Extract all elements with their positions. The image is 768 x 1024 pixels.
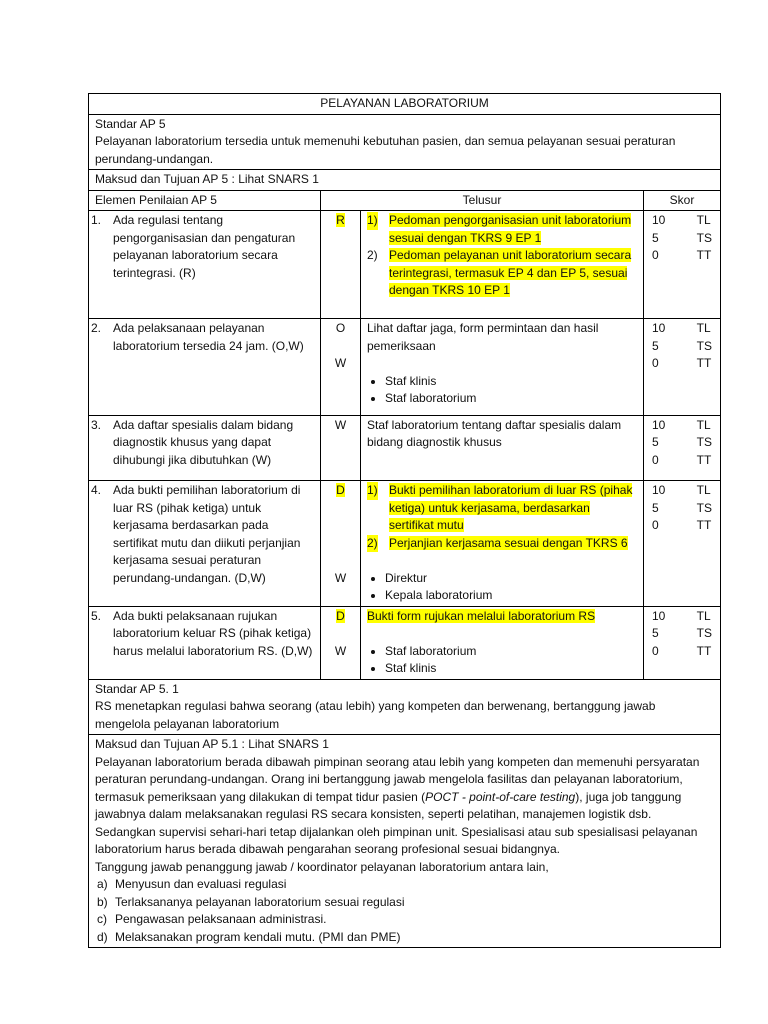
score-block: 10 5 0 TL TS TT [652, 483, 712, 532]
score-block: 10 5 0 TL TS TT [652, 321, 712, 370]
score-block: 10 5 0 TL TS TT [652, 213, 712, 262]
header-row [89, 190, 721, 211]
method-code: D [336, 483, 345, 497]
list-item: • Staf laboratorium [385, 643, 637, 661]
standard-ap51-row [89, 679, 721, 735]
method-code: O [335, 321, 346, 335]
list-item: c) Pengawasan pelaksanaan administrasi. [97, 912, 327, 926]
method-code: W [334, 417, 347, 432]
table-row: 1. Ada regulasi tentang pengorganisasian dan pengaturan pelayanan laboratorium secara terintegrasi. (R) R 1) Pedoman pengorganisasian unit laboratorium sesuai dengan TKRS 9 EP 1 2) Pedoman pelayanan unit laboratorium secara terintegrasi, termasuk EP 4 dan EP 5, sesuai dengan TKRS 10 EP 1 10 5 0 TL TS TT [89, 211, 721, 319]
list-item: a) Menyusun dan evaluasi regulasi [97, 877, 287, 891]
score-block: 10 5 0 TL TS TT [652, 608, 712, 658]
evidence-item: Bukti pemilihan laboratorium di luar RS (pihak ketiga) untuk kerjasama, berdasarkan sertifikat mutu [389, 483, 633, 532]
elemen-text: Ada regulasi tentang pengorganisasian dan pengaturan pelayanan laboratorium secara terintegrasi. (R) [113, 213, 296, 280]
header-elemen: Elemen Penilaian AP 5 [89, 190, 321, 211]
document-page [88, 93, 720, 948]
standard-ap5-text: Pelayanan laboratorium tersedia untuk memenuhi kebutuhan pasien, dan semua pelayanan sesuai peraturan perundang-undangan. [95, 134, 676, 166]
method-code: D [336, 608, 345, 623]
list-item: b) Terlaksananya pelayanan laboratorium sesuai regulasi [97, 894, 405, 909]
standard-ap51-text: RS menetapkan regulasi bahwa seorang (atau lebih) yang kompeten dan berwenang, bertanggung jawab mengelola pelayanan laboratorium [95, 699, 656, 731]
evidence-item: Perjanjian kerjasama sesuai dengan TKRS 6 [389, 535, 628, 550]
header-skor: Skor [644, 190, 721, 211]
list-item: • Staf laboratorium [385, 390, 637, 408]
assessment-table [88, 93, 721, 948]
table-row: 2. Ada pelaksanaan pelayanan laboratorium tersedia 24 jam. (O,W) O W Lihat daftar jaga, form permintaan dan hasil pemeriksaan • Staf klinis • Staf laboratorium 10 5 0 TL TS TT [89, 319, 721, 416]
list-item: d) Melaksanakan program kendali mutu. (PMI dan PME) [97, 929, 401, 944]
elemen-text: Ada bukti pelaksanaan rujukan laboratorium keluar RS (pihak ketiga) harus melalui laboratorium RS. (D,W) [113, 608, 313, 658]
maksud-ap51-p1: Pelayanan laboratorium berada dibawah pimpinan seorang atau lebih yang kompeten dan memenuhi persyaratan peraturan perundang-undangan. Orang ini bertanggung jawab mengelola fasilitas dan pelayanan laboratorium, termasuk pemeriksaan yang dilakukan di tempat tidur pasien (POCT - point-of-care testing), juga job tanggung jawabnya dalam melaksanakan regulasi RS secara konsisten, seperti pelatihan, manajemen logistik dsb. [95, 754, 700, 821]
elemen-text: Ada daftar spesialis dalam bidang diagnostik khusus yang dapat dihubungi jika dibutuhkan (W) [113, 417, 294, 467]
maksud-ap5-row [89, 170, 721, 191]
evidence-intro: Bukti form rujukan melalui laboratorium RS [367, 608, 596, 623]
method-code: W [334, 356, 347, 370]
list-item: • Kepala laboratorium [385, 587, 637, 605]
list-item: • Staf klinis [385, 660, 637, 678]
method-code: W [334, 570, 347, 585]
evidence-intro: Lihat daftar jaga, form permintaan dan hasil pemeriksaan [367, 321, 599, 353]
maksud-ap5-text: Maksud dan Tujuan AP 5 : Lihat SNARS 1 [89, 170, 721, 191]
score-block: 10 5 0 TL TS TT [652, 417, 712, 467]
list-item: • Direktur [385, 570, 637, 588]
evidence-item: Pedoman pelayanan unit laboratorium secara terintegrasi, termasuk EP 4 dan EP 5, sesuai dengan TKRS 10 EP 1 [389, 248, 632, 297]
elemen-text: Ada bukti pemilihan laboratorium di luar RS (pihak ketiga) untuk kerjasama berdasarkan pada sertifikat mutu dan diikuti perjanjian kerjasama sesuai peraturan perundang-undangan. (D,W) [113, 483, 301, 585]
table-title: PELAYANAN LABORATORIUM [89, 94, 721, 115]
elemen-text: Ada pelaksanaan pelayanan laboratorium tersedia 24 jam. (O,W) [113, 321, 304, 353]
standard-ap51-label: Standar AP 5. 1 [95, 681, 179, 696]
standard-ap5-label: Standar AP 5 [95, 116, 166, 131]
maksud-ap51-p3: Tanggung jawab penanggung jawab / koordinator pelayanan laboratorium antara lain, [95, 859, 549, 874]
table-row: 3. Ada daftar spesialis dalam bidang diagnostik khusus yang dapat dihubungi jika dibutuhkan (W) W Staf laboratorium tentang daftar spesialis dalam bidang diagnostik khusus 10 5 0 TL TS TT [89, 415, 721, 481]
title-row [89, 94, 721, 115]
method-code: R [336, 213, 345, 227]
standard-ap5-row [89, 114, 721, 170]
maksud-ap51-row [89, 735, 721, 948]
method-code: W [334, 643, 347, 658]
table-row: 5. Ada bukti pelaksanaan rujukan laboratorium keluar RS (pihak ketiga) harus melalui laboratorium RS. (D,W) D W Bukti form rujukan melalui laboratorium RS • Staf laboratorium • Staf klinis 10 5 0 TL TS TT [89, 606, 721, 679]
maksud-ap51-p2: Sedangkan supervisi sehari-hari tetap dijalankan oleh pimpinan unit. Spesialisasi atau sub spesialisasi pelayanan laboratorium harus berada dibawah pengarahan seorang profesional sesuai bidangnya. [95, 824, 698, 856]
header-telusur: Telusur [321, 190, 644, 211]
maksud-ap51-label: Maksud dan Tujuan AP 5.1 : Lihat SNARS 1 [95, 737, 329, 751]
evidence-item: Pedoman pengorganisasian unit laboratorium sesuai dengan TKRS 9 EP 1 [389, 213, 632, 245]
evidence-intro: Staf laboratorium tentang daftar spesialis dalam bidang diagnostik khusus [367, 417, 622, 449]
list-item: • Staf klinis [385, 373, 637, 391]
responsibility-list [95, 876, 714, 946]
table-row: 4. Ada bukti pemilihan laboratorium di luar RS (pihak ketiga) untuk kerjasama berdasarkan pada sertifikat mutu dan diikuti perjanjian kerjasama sesuai peraturan perundang-undangan. (D,W) D W 1) Bukti pemilihan laboratorium di luar RS (pihak ketiga) untuk kerjasama, berdasarkan sertifikat mutu 2) Perjanjian kerjasama sesuai dengan TKRS 6 • Direktur • Kepala laboratorium 10 5 0 TL TS TT [89, 481, 721, 607]
